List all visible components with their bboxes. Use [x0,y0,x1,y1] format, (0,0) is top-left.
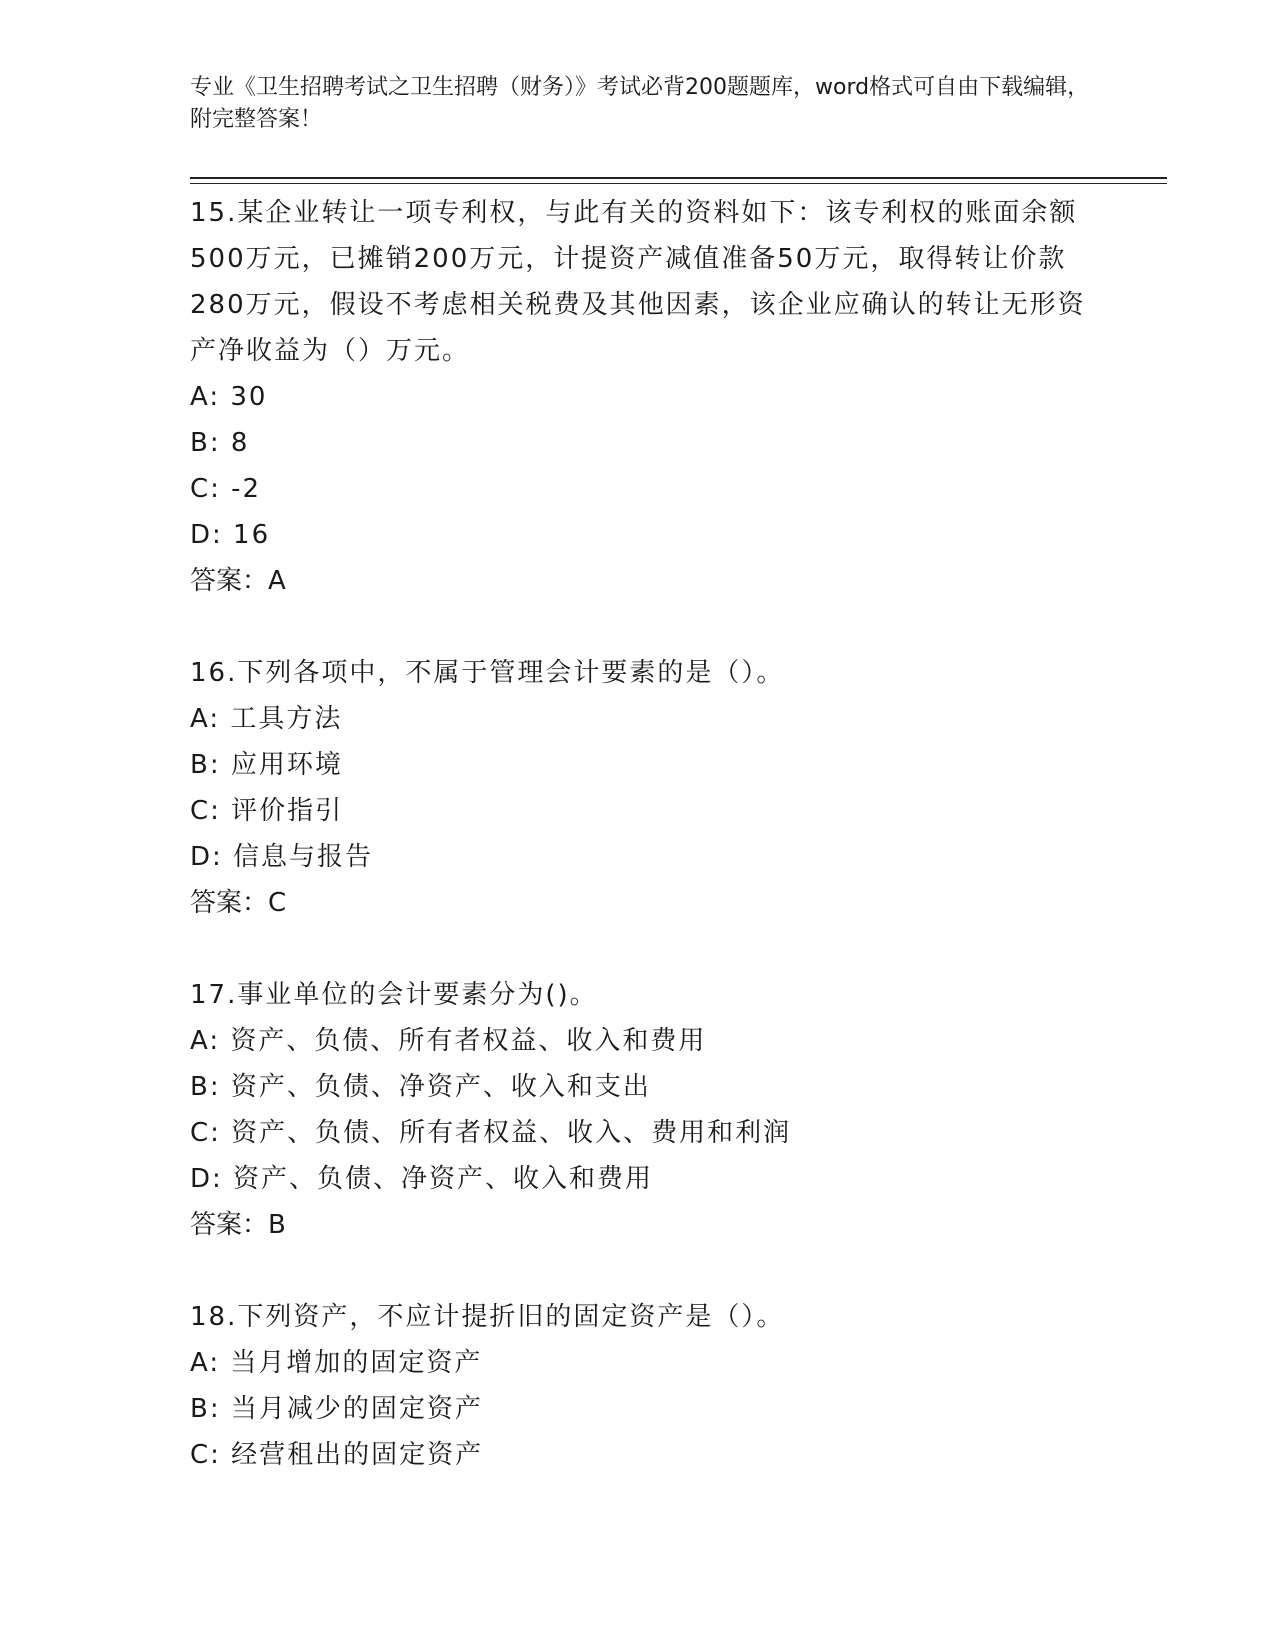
question-18 [190,1294,1090,1478]
option-c: C: 资产、负债、所有者权益、收入、费用和利润 [190,1118,792,1148]
header-rule-thin [190,183,1167,184]
answer: 答案：B [190,1210,286,1240]
header-rule-thick [190,177,1167,179]
option-a: A: 工具方法 [190,704,343,734]
option-c: C: 评价指引 [190,796,344,826]
question-stem: 18.下列资产，不应计提折旧的固定资产是（）。 [190,1302,785,1332]
spacer [190,1248,1090,1294]
option-b: B: 8 [190,428,250,458]
spacer [190,604,1090,650]
document-header: 专业《卫生招聘考试之卫生招聘（财务）》考试必背200题题库，word格式可自由下载编辑，附完整答案！ [190,75,1090,132]
question-stem: 15.某企业转让一项专利权，与此有关的资料如下：该专利权的账面余额500万元，已摊销200万元，计提资产减值准备50万元，取得转让价款280万元，假设不考虑相关税费及其他因素，该企业应确认的转让无形资产净收益为（）万元。 [190,198,1086,366]
option-c: C: 经营租出的固定资产 [190,1440,484,1470]
question-17 [190,972,1090,1248]
answer: 答案：C [190,888,287,918]
question-list [190,190,1090,1478]
question-stem: 16.下列各项中，不属于管理会计要素的是（）。 [190,658,785,688]
question-16 [190,650,1090,926]
question-stem: 17.事业单位的会计要素分为()。 [190,980,598,1010]
option-d: D: 16 [190,520,271,550]
option-b: B: 应用环境 [190,750,343,780]
option-c: C: -2 [190,474,262,504]
answer: 答案：A [190,566,286,596]
option-a: A: 当月增加的固定资产 [190,1348,483,1378]
option-d: D: 资产、负债、净资产、收入和费用 [190,1164,654,1194]
option-a: A: 30 [190,382,268,412]
option-d: D: 信息与报告 [190,842,374,872]
option-a: A: 资产、负债、所有者权益、收入和费用 [190,1026,707,1056]
spacer [190,926,1090,972]
question-15 [190,190,1090,604]
option-b: B: 资产、负债、净资产、收入和支出 [190,1072,651,1102]
option-b: B: 当月减少的固定资产 [190,1394,483,1424]
